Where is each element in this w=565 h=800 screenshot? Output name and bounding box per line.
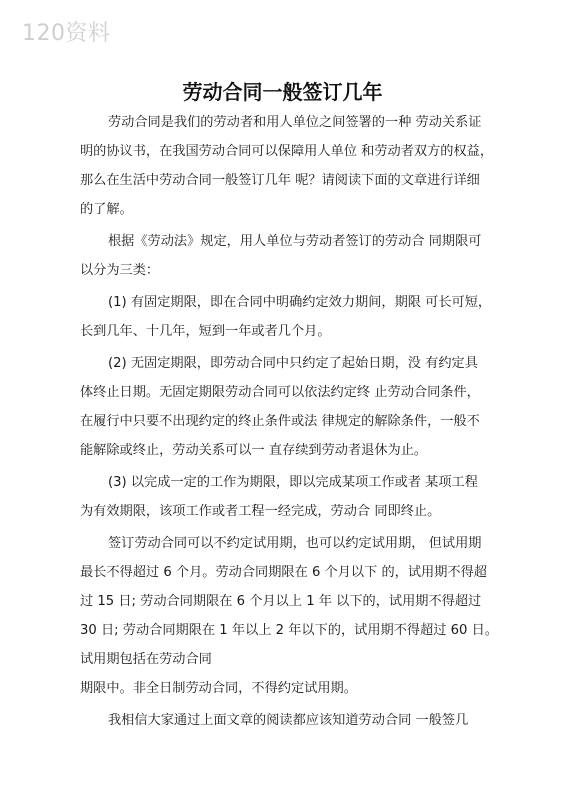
text-line: 在履行中只要不出现约定的终止条件或法 律规定的解除条件，一般不	[80, 414, 480, 429]
text-line: 能解除或终止，劳动关系可以一 直存续到劳动者退休为止。	[80, 443, 428, 458]
watermark-logo: 120资料	[22, 21, 111, 46]
paragraph-intro	[80, 108, 494, 224]
paragraph-fixed-term	[80, 288, 490, 346]
paragraph-task-based	[80, 468, 490, 526]
text-line: 30 日; 劳动合同期限在 1 年以上 2 年以下的，试用期不得超过 60 日。	[80, 623, 499, 638]
paragraph-law-basis	[80, 227, 490, 285]
paragraph-part-time	[80, 674, 490, 703]
text-line: 以分为三类：	[80, 263, 160, 278]
text-line: 期限中。非全日制劳动合同，不得约定试用期。	[80, 681, 357, 696]
text-line: (2) 无固定期限，即劳动合同中只约定了起始日期，没 有约定具	[108, 356, 478, 371]
text-line: 签订劳动合同可以不约定试用期，也可以约定试用期， 但试用期	[108, 536, 482, 551]
text-line: (1) 有固定期限，即在合同中明确约定效力期间，期限 可长可短，	[108, 295, 492, 310]
text-line: 我相信大家通过上面文章的阅读都应该知道劳动合同 一般签几	[108, 713, 469, 728]
paragraph-conclusion	[80, 706, 490, 735]
text-line: 为有效期限，该项工作或者工程一经完成，劳动合 同即终止。	[80, 504, 441, 519]
document-body	[80, 108, 499, 735]
text-line: 试用期包括在劳动合同	[80, 652, 212, 667]
text-line: (3) 以完成一定的工作为期限，即以完成某项工作或者 某项工程	[108, 475, 478, 490]
text-line: 的了解。	[80, 202, 133, 217]
paragraph-probation	[80, 529, 499, 674]
paragraph-open-ended	[80, 349, 490, 465]
text-line: 体终止日期。无固定期限劳动合同可以依法约定终 止劳动合同条件，	[80, 385, 480, 400]
text-line: 那么在生活中劳动合同一般签订几年 呢？请阅读下面的文章进行详细	[80, 173, 480, 188]
text-line: 过 15 日; 劳动合同期限在 6 个月以上 1 年 以下的，试用期不得超过	[80, 594, 482, 609]
text-line: 长到几年、十几年，短到一年或者几个月。	[80, 324, 331, 339]
text-line: 劳动合同是我们的劳动者和用人单位之间签署的一种 劳动关系证	[108, 115, 482, 130]
text-line: 根据《劳动法》规定，用人单位与劳动者签订的劳动合 同期限可	[108, 234, 482, 249]
document-title: 劳动合同一般签订几年	[182, 80, 383, 104]
text-line: 明的协议书，在我国劳动合同可以保障用人单位 和劳动者双方的权益，	[80, 144, 494, 159]
text-line: 最长不得超过 6 个月。劳动合同期限在 6 个月以下 的，试用期不得超	[80, 565, 487, 580]
